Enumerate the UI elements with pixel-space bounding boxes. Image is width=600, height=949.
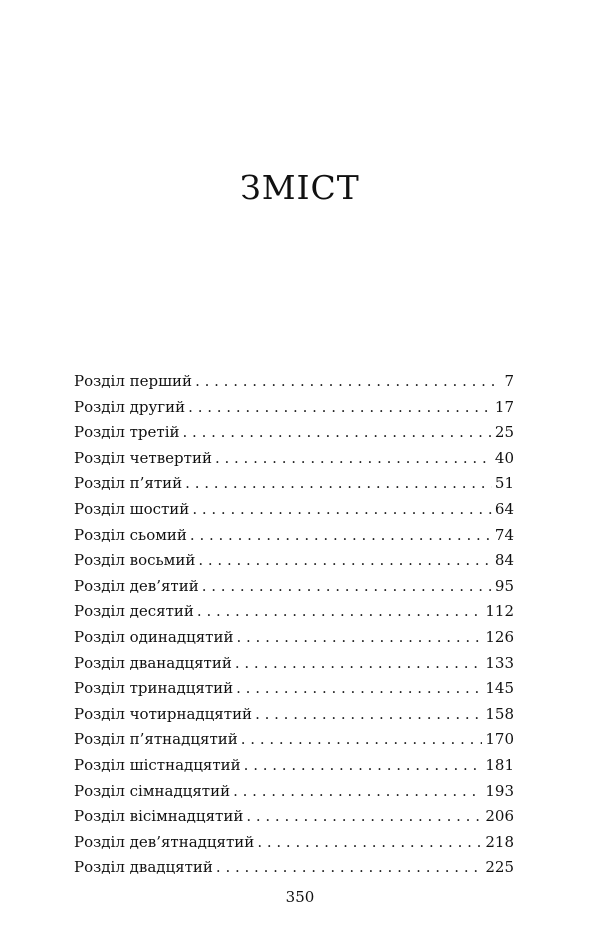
toc-entry	[74, 628, 514, 654]
dot-leader	[192, 500, 492, 518]
toc-entry-page: 170	[485, 730, 514, 749]
toc-entry-label: Розділ третій	[74, 423, 180, 442]
toc-entry	[74, 372, 514, 398]
dot-leader	[215, 449, 492, 467]
dot-leader	[233, 782, 482, 800]
toc-entry-label: Розділ сімнадцятий	[74, 781, 231, 800]
toc-entry-label: Розділ другий	[74, 397, 186, 416]
dot-leader	[236, 628, 482, 646]
toc-entry	[74, 782, 514, 808]
toc-entry-label: Розділ восьмий	[74, 551, 196, 570]
dot-leader	[241, 730, 483, 748]
toc-entry-label: Розділ шістнадцятий	[74, 755, 241, 774]
toc-entry	[74, 756, 514, 782]
toc-entry-label: Розділ тринадцятий	[74, 679, 234, 698]
toc-entry-label: Розділ сьомий	[74, 525, 187, 544]
toc-entry-page: 112	[485, 602, 514, 621]
toc-entry	[74, 526, 514, 552]
dot-leader	[185, 474, 492, 492]
dot-leader	[197, 602, 482, 620]
dot-leader	[257, 833, 482, 851]
toc-entry-label: Розділ чотирнадцятий	[74, 704, 253, 723]
dot-leader	[244, 756, 483, 774]
dot-leader	[236, 679, 482, 697]
toc-entry-page: 25	[494, 423, 514, 442]
toc-entry-page: 158	[485, 704, 514, 723]
toc-entry	[74, 551, 514, 577]
toc-entry-page: 7	[504, 372, 514, 390]
toc-entry-page: 95	[494, 576, 514, 595]
toc-entry	[74, 602, 514, 628]
toc-entry-label: Розділ шостий	[74, 499, 190, 518]
toc-entry-label: Розділ одинадцятий	[74, 627, 234, 646]
toc-entry-page: 225	[485, 858, 514, 877]
toc-entry-label: Розділ перший	[74, 372, 193, 390]
toc-entry	[74, 423, 514, 449]
toc-entry-page: 40	[494, 448, 514, 467]
toc-entry	[74, 474, 514, 500]
toc-entry-page: 206	[485, 807, 514, 826]
toc-entry-page: 133	[485, 653, 514, 672]
toc-entry	[74, 858, 514, 884]
toc-entry-label: Розділ дванадцятий	[74, 653, 232, 672]
dot-leader	[198, 551, 492, 569]
dot-leader	[202, 577, 492, 595]
toc-entry-label: Розділ п’ятий	[74, 474, 183, 493]
dot-leader	[246, 807, 482, 825]
dot-leader	[235, 654, 483, 672]
toc-entry-label: Розділ десятий	[74, 602, 194, 621]
toc-entry-label: Розділ вісімнадцятий	[74, 807, 244, 826]
toc-entry-page: 193	[485, 781, 514, 800]
dot-leader	[216, 858, 482, 876]
page-number: 350	[285, 888, 315, 906]
toc-entry-page: 51	[494, 474, 514, 493]
toc-entry-page: 74	[494, 525, 514, 544]
page-title: ЗМІСТ	[240, 168, 360, 208]
dot-leader	[188, 398, 492, 416]
table-of-contents	[74, 372, 514, 884]
toc-entry-label: Розділ дев’ятнадцятий	[74, 832, 255, 851]
dot-leader	[190, 526, 492, 544]
toc-entry	[74, 654, 514, 680]
toc-entry-page: 145	[485, 679, 514, 698]
toc-entry	[74, 500, 514, 526]
toc-entry-label: Розділ дев’ятий	[74, 576, 199, 595]
dot-leader	[195, 372, 499, 390]
toc-entry	[74, 449, 514, 475]
toc-entry	[74, 679, 514, 705]
toc-entry	[74, 807, 514, 833]
toc-entry	[74, 705, 514, 731]
dot-leader	[183, 423, 492, 441]
toc-entry-page: 17	[494, 397, 514, 416]
toc-entry-page: 64	[494, 499, 514, 518]
toc-entry	[74, 577, 514, 603]
toc-entry	[74, 398, 514, 424]
toc-entry-page: 181	[485, 755, 514, 774]
toc-entry-page: 84	[494, 551, 514, 570]
toc-entry-page: 218	[485, 832, 514, 851]
dot-leader	[255, 705, 482, 723]
toc-entry	[74, 833, 514, 859]
toc-entry-label: Розділ четвертий	[74, 448, 212, 467]
toc-entry-page: 126	[485, 627, 514, 646]
toc-entry-label: Розділ двадцятий	[74, 858, 213, 877]
toc-entry	[74, 730, 514, 756]
toc-entry-label: Розділ п’ятнадцятий	[74, 730, 238, 749]
